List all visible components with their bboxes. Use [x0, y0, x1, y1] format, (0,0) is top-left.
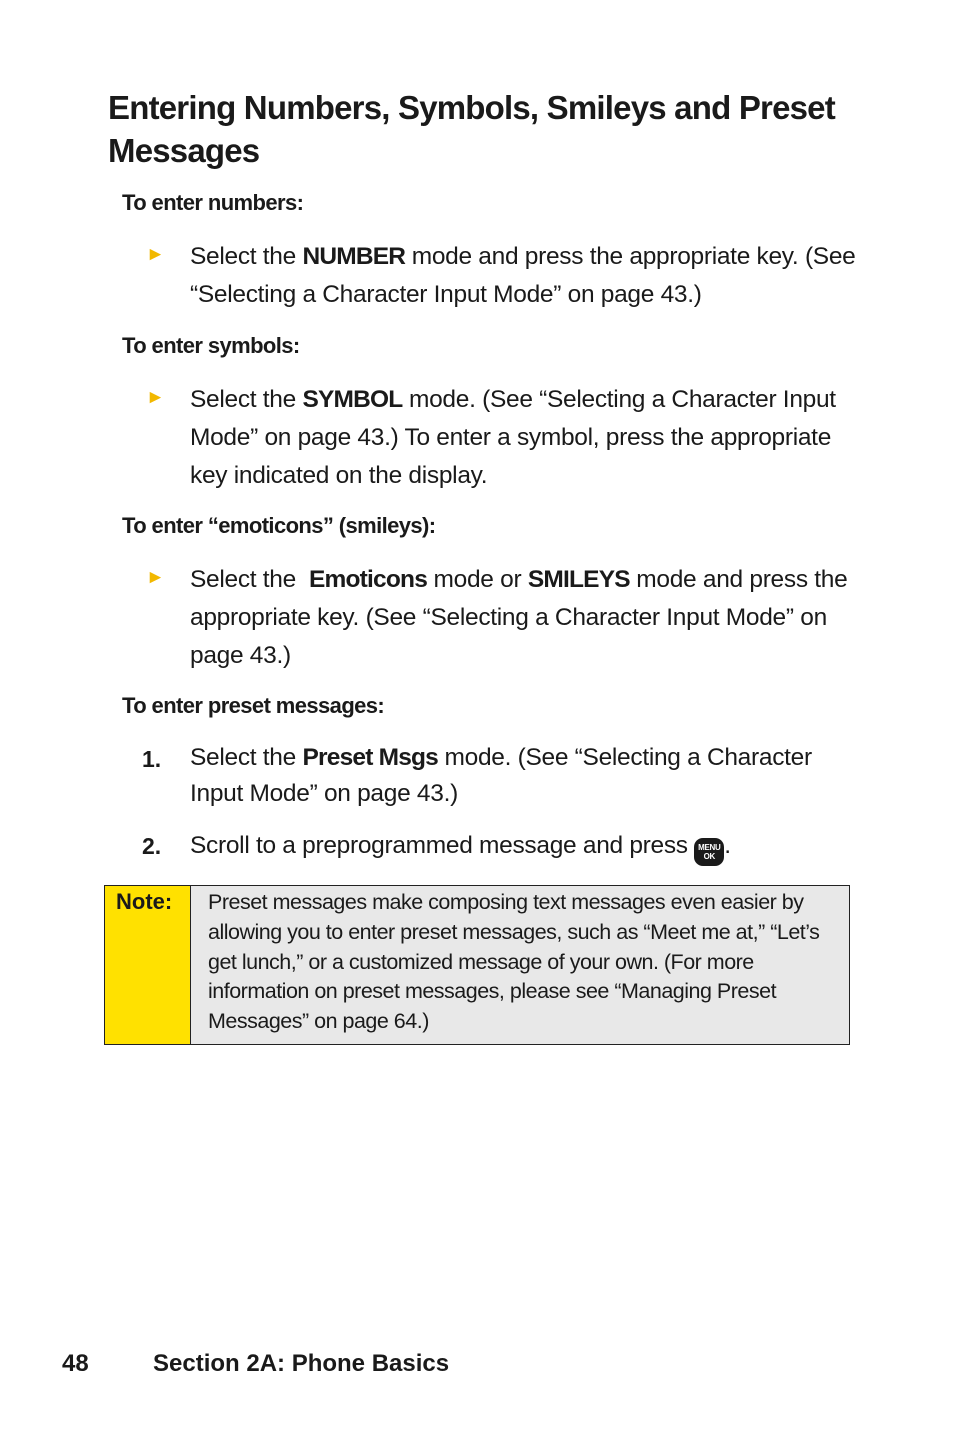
- keyword-symbol: SYMBOL: [302, 386, 403, 413]
- note-text: Preset messages make composing text messages even easier by allowing you to enter preset messages, such as “Meet me at,” “Let’s get lunch,” or a customized message of your own. (For more information on preset messages, please see “Managing Preset Messages” on page 64.): [191, 886, 849, 1044]
- heading-enter-numbers: To enter numbers:: [122, 190, 304, 215]
- instruction-numbers: Select the NUMBER mode and press the appropriate key. (See “Selecting a Character Input Mode” on page 43.): [190, 243, 856, 308]
- keyword-number: NUMBER: [302, 243, 406, 270]
- heading-enter-preset: To enter preset messages:: [122, 693, 385, 718]
- step-number: 2.: [142, 833, 162, 859]
- step-number: 1.: [142, 746, 162, 772]
- bullet-arrow-icon: ►: [146, 387, 165, 408]
- bullet-arrow-icon: ►: [146, 244, 165, 265]
- page-title: Entering Numbers, Symbols, Smileys and Preset Messages: [108, 89, 835, 169]
- menu-ok-key-icon: MENU OK: [694, 838, 724, 866]
- note-label: Note:: [105, 886, 191, 1044]
- keyword-emoticons: Emoticons: [308, 566, 428, 593]
- footer-section-title: Section 2A: Phone Basics: [153, 1350, 450, 1377]
- instruction-symbols: Select the SYMBOL mode. (See “Selecting a Character Input Mode” on page 43.) To enter a symbol, press the appropriate key indicated on the display.: [190, 386, 836, 489]
- step-preset-1: Select the Preset Msgs mode. (See “Selecting a Character Input Mode” on page 43.): [190, 744, 812, 807]
- step-preset-2: Scroll to a preprogrammed message and press MENU OK .: [190, 827, 870, 866]
- note-box: [104, 885, 850, 1045]
- keyword-smileys: SMILEYS: [527, 566, 630, 593]
- instruction-smileys: Select the Emoticons mode or SMILEYS mode and press the appropriate key. (See “Selecting a Character Input Mode” on page 43.): [190, 566, 848, 669]
- bullet-arrow-icon: ►: [146, 567, 165, 588]
- heading-enter-smileys: To enter “emoticons” (smileys):: [122, 513, 436, 538]
- heading-enter-symbols: To enter symbols:: [122, 333, 300, 358]
- keyword-preset-msgs: Preset Msgs: [302, 744, 439, 771]
- page-number: 48: [62, 1350, 89, 1377]
